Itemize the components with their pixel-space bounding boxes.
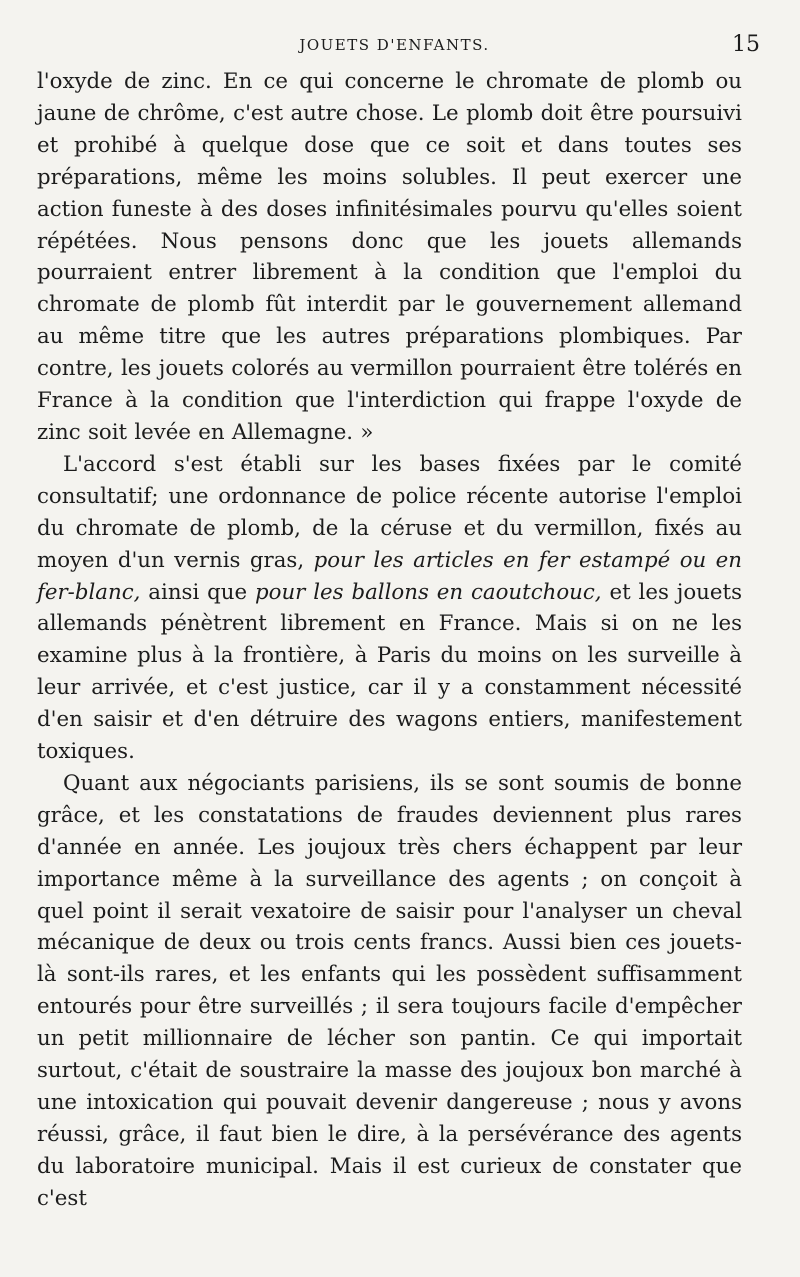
paragraph [37, 449, 742, 768]
page-number: 15 [732, 32, 760, 57]
body-text [37, 66, 742, 1215]
text-segment: L'accord s'est établi sur les bases fixées par le comité consultatif; une ordonnance de police récente autorise l'emploi du chromate de plomb, de la céruse et du vermillon, fixés au moyen d'un vernis gras, [37, 451, 742, 573]
running-title: JOUETS D'ENFANTS. [299, 36, 490, 54]
italic-text: pour les articles en fer estampé ou en fer-blanc, [37, 547, 742, 605]
text-segment: ainsi que [140, 579, 255, 605]
running-head [37, 30, 760, 58]
paragraph [37, 768, 742, 1215]
italic-text: pour les ballons en caoutchouc, [255, 579, 602, 605]
text-segment: et les jouets allemands pénètrent librement en France. Mais si on ne les examine plus à la frontière, à Paris du moins on les surveille à leur arrivée, et c'est justice, car il y a constamment nécessité d'en saisir et d'en détruire des wagons entiers, manifestement toxiques. [37, 579, 742, 765]
paragraph [37, 66, 742, 449]
text-segment: Quant aux négociants parisiens, ils se sont soumis de bonne grâce, et les constatations de fraudes deviennent plus rares d'année en année. Les joujoux très chers échappent par leur importance même à la surveillance des agents ; on conçoit à quel point il serait vexatoire de saisir pour l'analyser un cheval mécanique de deux ou trois cents francs. Aussi bien ces jouets-là sont-ils rares, et les enfants qui les possèdent suffisamment entourés pour être surveillés ; il sera toujours facile d'empêcher un petit millionnaire de lécher son pantin. Ce qui importait surtout, c'était de soustraire la masse des joujoux bon marché à une intoxication qui pouvait devenir dangereuse ; nous y avons réussi, grâce, il faut bien le dire, à la persévérance des agents du laboratoire municipal. Mais il est curieux de constater que c'est [37, 770, 742, 1211]
text-segment: l'oxyde de zinc. En ce qui concerne le chromate de plomb ou jaune de chrôme, c'est autre chose. Le plomb doit être poursuivi et prohibé à quelque dose que ce soit et dans toutes ses préparations, même les moins solubles. Il peut exercer une action funeste à des doses infinitésimales pourvu qu'elles soient répétées. Nous pensons donc que les jouets allemands pourraient entrer librement à la condition que l'emploi du chromate de plomb fût interdit par le gouvernement allemand au même titre que les autres préparations plombiques. Par contre, les jouets colorés au vermillon pourraient être tolérés en France à la condition que l'interdiction qui frappe l'oxyde de zinc soit levée en Allemagne. » [37, 69, 742, 445]
